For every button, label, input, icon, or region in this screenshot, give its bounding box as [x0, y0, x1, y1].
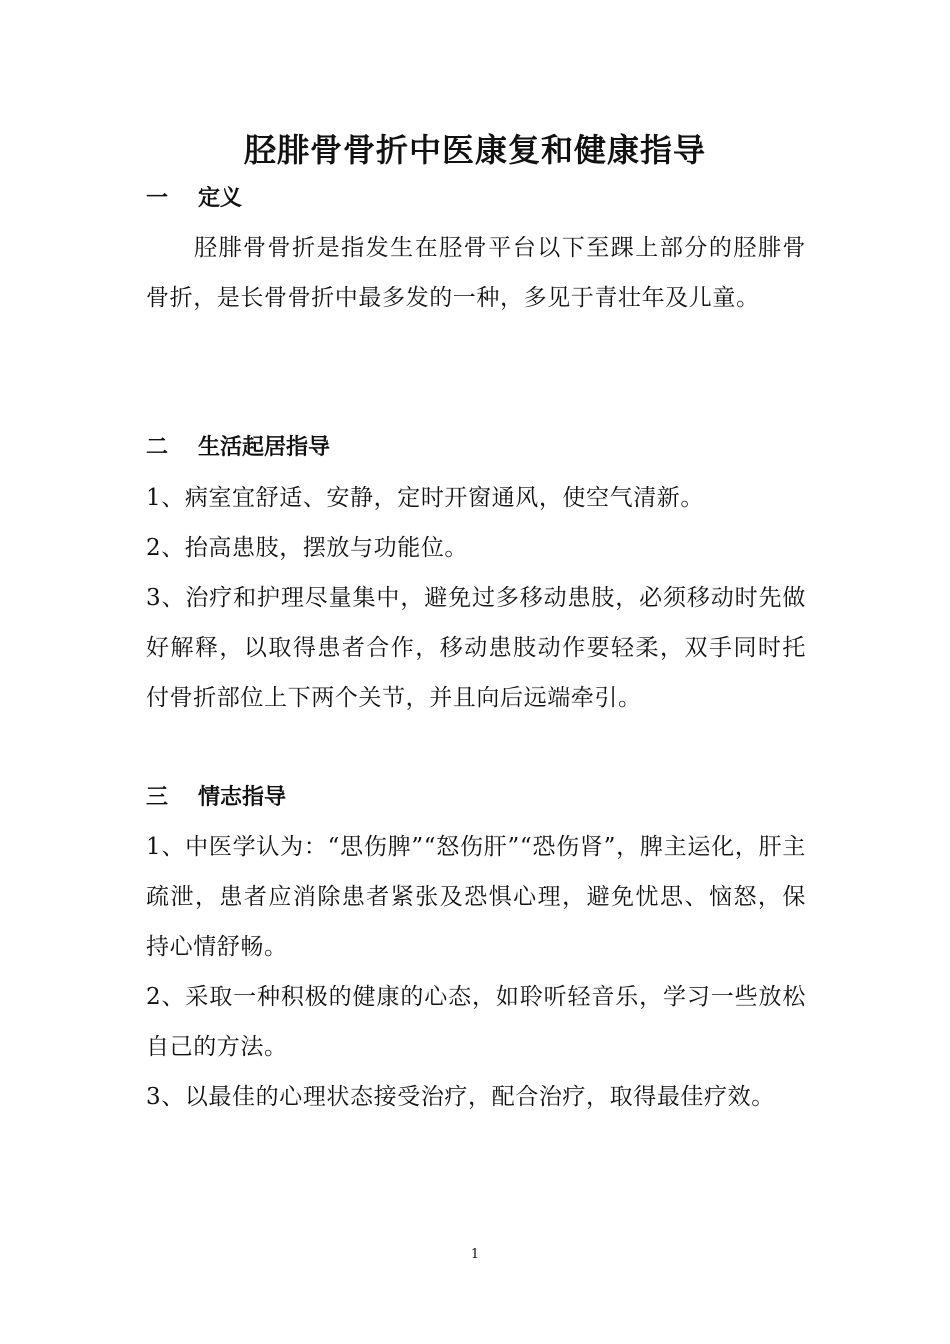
paragraph: 3、以最佳的心理状态接受治疗，配合治疗，取得最佳疗效。: [146, 1084, 775, 1110]
paragraph: 1、中医学认为：“思伤脾”“怒伤肝”“恐伤肾”，脾主运化，肝主疏泄，患者应消除患者紧张及恐惧心理，避免忧思、恼怒，保持心情舒畅。: [146, 834, 806, 960]
paragraph: 胫腓骨骨折是指发生在胫骨平台以下至踝上部分的胫腓骨骨折，是长骨骨折中最多发的一种，多见于青壮年及儿童。: [146, 235, 806, 311]
section-heading-emotion: [146, 783, 286, 813]
section-heading-daily-life: [146, 433, 330, 463]
section-number: 三: [146, 785, 169, 810]
section-number: 一: [146, 186, 169, 211]
paragraph: 2、抬高患肢，摆放与功能位。: [146, 535, 469, 561]
paragraph: 2、采取一种积极的健康的心态，如聆听轻音乐，学习一些放松自己的方法。: [146, 984, 806, 1060]
section-number: 二: [146, 435, 169, 460]
paragraph: 3、治疗和护理尽量集中，避免过多移动患肢，必须移动时先做好解释，以取得患者合作，移动患肢动作要轻柔，双手同时托付骨折部位上下两个关节，并且向后远端牵引。: [146, 585, 806, 711]
section-title: 定义: [198, 186, 243, 211]
document-title: 胫腓骨骨折中医康复和健康指导: [243, 131, 706, 169]
section-title: 生活起居指导: [198, 435, 331, 460]
paragraph: 1、病室宜舒适、安静，定时开窗通风，使空气清新。: [146, 485, 705, 511]
section-title: 情志指导: [198, 785, 287, 810]
section-heading-definition: [146, 184, 242, 214]
page-number: 1: [470, 1247, 480, 1262]
